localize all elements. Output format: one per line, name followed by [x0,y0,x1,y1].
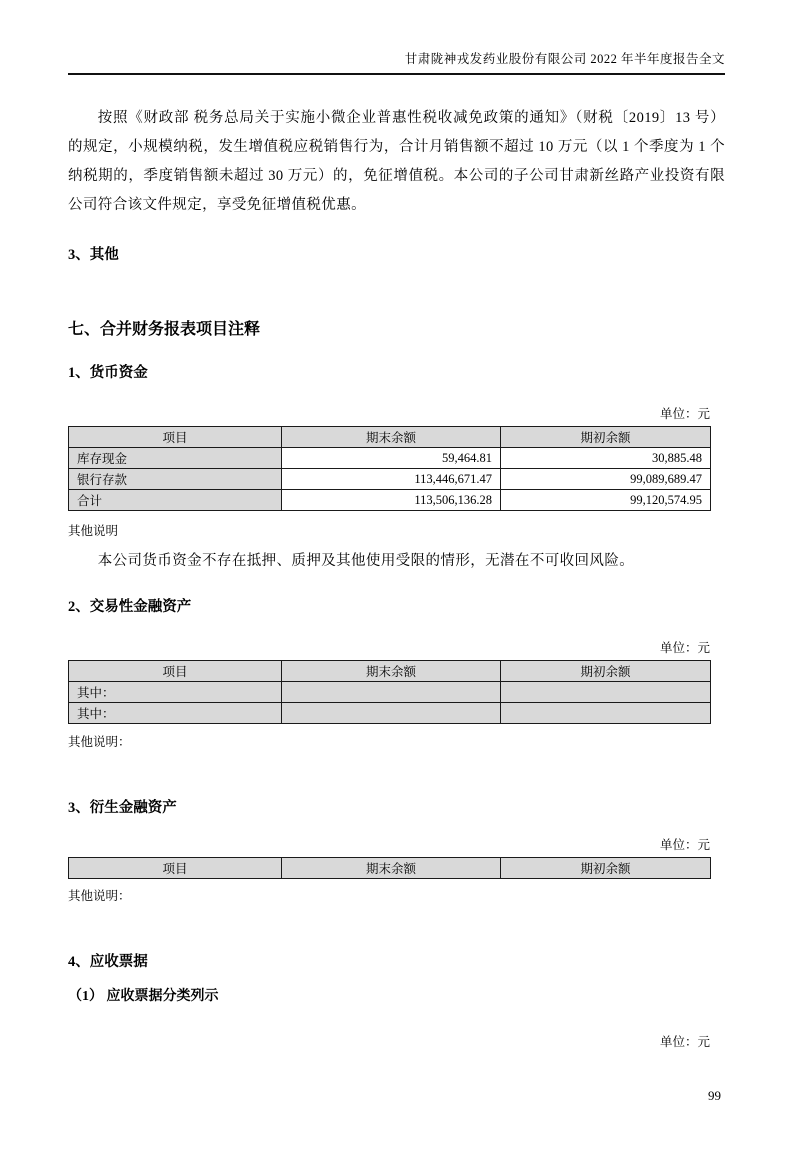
cell-value [501,703,711,724]
cell-value: 99,120,574.95 [501,490,711,511]
heading-other: 3、其他 [68,247,119,263]
row-label: 银行存款 [69,469,282,490]
row-label: 其中： [69,703,282,724]
cell-value: 113,506,136.28 [282,490,501,511]
heading-monetary-funds: 1、货币资金 [68,365,148,381]
heading-consolidated-notes: 七、合并财务报表项目注释 [68,321,261,338]
cell-value [282,703,501,724]
unit-label: 单位：元 [659,1035,710,1049]
table-header-row [69,661,711,682]
column-header: 项目 [69,661,282,682]
table-row [69,469,711,490]
table-row [69,490,711,511]
running-header: 甘肃陇神戎发药业股份有限公司 2022 年半年度报告全文 [68,50,725,75]
column-header: 项目 [69,858,282,879]
other-note-label: 其他说明： [68,735,131,749]
heading-notes-receivable: 4、应收票据 [68,954,148,970]
cell-value: 99,089,689.47 [501,469,711,490]
table-header-row [69,427,711,448]
unit-label: 单位：元 [659,641,710,655]
table-row [69,703,711,724]
cell-value [501,682,711,703]
trading-assets-table [68,660,711,724]
row-label: 其中： [69,682,282,703]
cell-value: 59,464.81 [282,448,501,469]
cell-value: 113,446,671.47 [282,469,501,490]
report-page [0,50,793,1172]
page-number: 99 [708,1088,721,1103]
row-label: 库存现金 [69,448,282,469]
table-row [69,448,711,469]
column-header: 期初余额 [501,427,711,448]
column-header: 期末余额 [282,661,501,682]
unit-label: 单位：元 [659,407,710,421]
column-header: 项目 [69,427,282,448]
cell-value [282,682,501,703]
column-header: 期末余额 [282,427,501,448]
unit-label: 单位：元 [659,838,710,852]
row-label: 合计 [69,490,282,511]
derivative-assets-table [68,857,711,879]
column-header: 期初余额 [501,661,711,682]
monetary-note-paragraph: 本公司货币资金不存在抵押、质押及其他使用受限的情形，无潜在不可收回风险。 [97,553,635,569]
column-header: 期末余额 [282,858,501,879]
other-note-label: 其他说明 [68,524,119,538]
column-header: 期初余额 [501,858,711,879]
tax-policy-paragraph: 按照《财政部 税务总局关于实施小微企业普惠性税收减免政策的通知》（财税〔2019〕13 号）的规定，小规模纳税，发生增值税应税销售行为，合计月销售额不超过 10 万元（以 1 个季度为 1 个纳税期的，季度销售额未超过 30 万元）的，免征增值税。本公司的子公司甘肃新丝路产业投资有限公司符合该文件规定，享受免征增值税优惠。 [68,110,725,213]
heading-trading-financial-assets: 2、交易性金融资产 [68,599,192,615]
cell-value: 30,885.48 [501,448,711,469]
monetary-funds-table [68,426,711,511]
other-note-label: 其他说明： [68,889,131,903]
heading-notes-receivable-classification: （1） 应收票据分类列示 [68,989,219,1004]
table-header-row [69,858,711,879]
heading-derivative-financial-assets: 3、衍生金融资产 [68,800,177,816]
table-row [69,682,711,703]
